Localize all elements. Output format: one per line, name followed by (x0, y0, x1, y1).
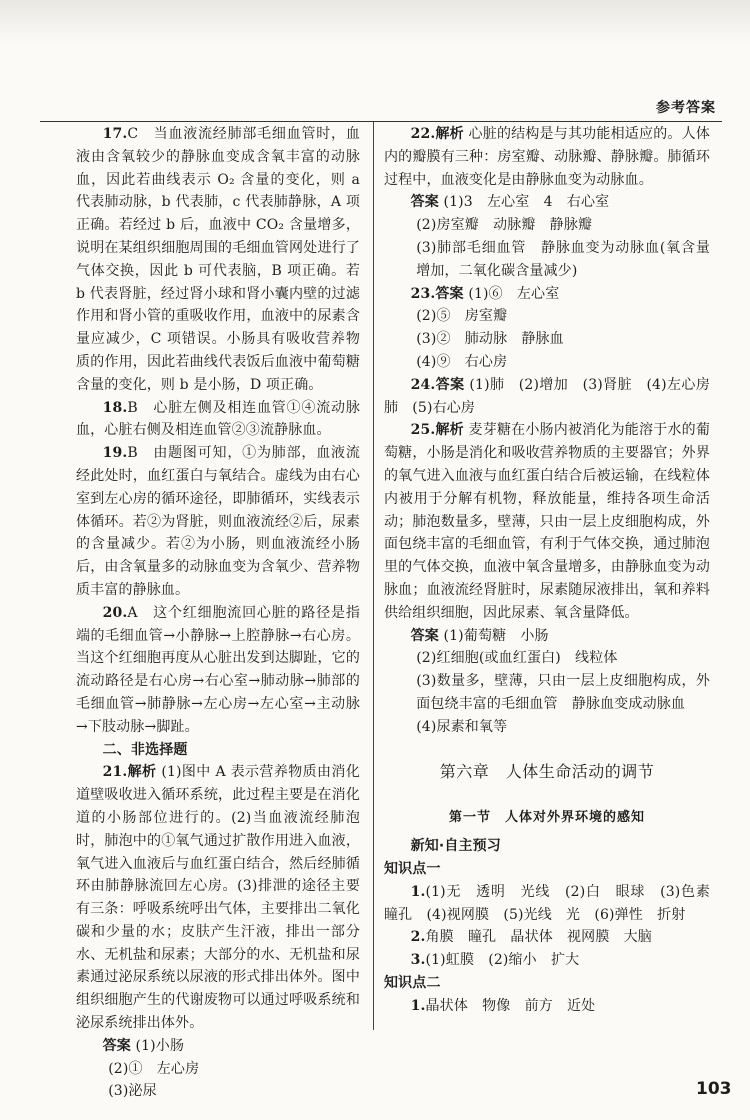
item-text: (1)肺 (2)增加 (3)肾脏 (4)左心房 肺 (5)右心房 (384, 376, 725, 416)
knowledge-point-heading (384, 858, 710, 881)
subline-text: (3)肺部毛细血管 静脉血变为动脉血(氧含量增加，二氧化碳含量减少) (416, 239, 710, 279)
answer-subline (384, 214, 710, 237)
item-number: 25. (410, 422, 436, 439)
answer-item (76, 123, 360, 397)
answer-subline (76, 1080, 360, 1103)
answer-item (76, 602, 360, 739)
answer-item (76, 442, 360, 602)
item-number: 23. (410, 285, 436, 302)
answer-item (384, 283, 710, 306)
answer-subline (76, 1058, 360, 1081)
answer-subline (384, 305, 710, 328)
item-number: 22. (410, 126, 436, 142)
page-header-title: 参考答案 (656, 100, 716, 116)
item-number: 2. (410, 929, 426, 946)
item-label: 答案 (435, 376, 465, 393)
item-number: 1. (410, 883, 426, 900)
item-text: 晶状体 物像 前方 近处 (425, 997, 596, 1014)
scan-top-shadow (0, 0, 750, 44)
chapter-title (384, 761, 710, 784)
column-divider (373, 122, 374, 1030)
item-number: 17. (102, 126, 128, 142)
right-column (384, 123, 725, 1017)
section-heading-text: 新知·自主预习 (410, 838, 501, 855)
subline-text: (3)数量多，壁薄，只由一层上皮细胞构成，外面包绕丰富的毛细血管 静脉血变成动脉血 (416, 673, 710, 712)
answer-item (76, 761, 360, 1035)
answer-subline (384, 670, 710, 716)
knowledge-point-heading (384, 972, 710, 995)
answer-label: 答案 (102, 1037, 131, 1054)
answer-text: (1)小肠 (135, 1037, 185, 1054)
answer-subline (384, 237, 710, 283)
header-rule (40, 121, 722, 122)
answer-subline (384, 716, 710, 739)
item-number: 24. (410, 376, 436, 393)
subline-text: (2)① 左心房 (108, 1060, 200, 1077)
item-text: (1)虹膜 (2)缩小 扩大 (425, 952, 580, 969)
section-heading (384, 835, 710, 858)
answer-label: 答案 (410, 627, 439, 644)
item-number: 18. (102, 399, 128, 416)
answer-text: (1)3 左心室 4 右心室 (443, 194, 610, 211)
page-number: 103 (696, 1079, 732, 1099)
item-number: 21. (102, 764, 128, 781)
left-column (76, 123, 360, 1103)
subline-text: (2)红细胞(或血红蛋白) 线粒体 (416, 650, 618, 667)
item-label: 解析 (127, 764, 157, 781)
answer-line (384, 625, 710, 648)
knowledge-point-text: 知识点二 (384, 974, 441, 991)
subline-text: (4)尿素和氧等 (416, 718, 508, 735)
item-text: 麦芽糖在小肠内被消化为能溶于水的葡萄糖，小肠是消化和吸收营养物质的主要器官；外界的氧气进入血液与血红蛋白结合后被运输，在线粒体内被用于分解有机物，释放能量，维持各项生命活动；肺泡数量多，壁薄，只由一层上皮细胞构成，外面包绕丰富的毛细血管，有利于气体交换，通过肺泡里的气体交换，血液中氧含量增多，由静脉血变为动脉血；血液流经肾脏时，尿素随尿液排出，氧和养料供给组织细胞，因此尿素、氧含量降低。 (384, 422, 710, 621)
answer-text: (1)葡萄糖 小肠 (443, 627, 549, 644)
answer-item (384, 419, 710, 624)
section-heading-text: 二、非选择题 (102, 741, 188, 758)
item-number: 19. (102, 445, 128, 462)
answer-item (76, 397, 360, 443)
subline-text: (2)房室瓣 动脉瓣 静脉瓣 (416, 217, 593, 234)
lesson-title (384, 807, 710, 830)
chapter-title-text: 第六章 人体生命活动的调节 (439, 761, 655, 781)
item-label: 解析 (435, 422, 464, 439)
subline-text: (4)⑨ 右心房 (416, 353, 508, 370)
lesson-title-text: 第一节 人体对外界环境的感知 (448, 810, 645, 826)
item-text: C 当血液流经肺部毛细血管时，血液由含氧较少的静脉血变成含氧丰富的动脉血，因此若曲线表示 O₂ 含量的变化，则 a 代表肺动脉，b 代表肺，c 代表肺静脉，A 项正确。若经过 b 后，血液中 CO₂ 含量增多，说明在某组织细胞周围的毛细血管网处进行了气体交换，因此 b 可代表脑，B 项正确。若 b 代表肾脏，经过肾小球和肾小囊内壁的过滤作用和肾小管的重吸收作用，血液中的尿素含量应减少，C 项错误。小肠具有吸收营养物质的作用，因此若曲线代表饭后血液中葡萄糖含量的变化，则 b 是小肠，D 项正确。 (76, 126, 360, 393)
item-text: 心脏的结构是与其功能相适应的。人体内的瓣膜有三种：房室瓣、动脉瓣、静脉瓣。肺循环过程中，血液变化是由静脉血变为动脉血。 (384, 126, 710, 188)
knowledge-point-text: 知识点一 (384, 860, 441, 877)
answer-item (384, 995, 710, 1018)
answer-line (384, 191, 710, 214)
answer-label: 答案 (410, 194, 439, 211)
item-text: B 心脏左侧及相连血管①④流动脉血，心脏右侧及相连血管②③流静脉血。 (76, 399, 360, 439)
answer-subline (384, 328, 710, 351)
item-text: (1)图中 A 表示营养物质由消化道壁吸收进入循环系统，此过程主要是在消化道的小肠部位进行的。(2)当血液流经肺泡时，肺泡中的①氧气通过扩散作用进入血液，氧气进入血液后与血红蛋白结合，然后经肺循环由肺静脉流回左心房。(3)排泄的途径主要有三条：呼吸系统呼出气体，主要排出二氧化碳和少量的水；皮肤产生汗液，排出一部分水、无机盐和尿素；大部分的水、无机盐和尿素通过泌尿系统以尿液的形式排出体外。图中组织细胞产生的代谢废物可以通过呼吸系统和泌尿系统排出体外。 (76, 764, 360, 1032)
item-text: (1)无 透明 光线 (2)白 眼球 (3)色素 瞳孔 (4)视网膜 (5)光线 光 (6)弹性 折射 (384, 883, 725, 923)
answer-line (76, 1035, 360, 1058)
section-heading (76, 739, 360, 762)
item-label: 答案 (435, 285, 464, 302)
subline-text: (3)② 肺动脉 静脉血 (416, 331, 564, 348)
answer-item (384, 374, 725, 420)
item-text: 角膜 瞳孔 晶状体 视网膜 大脑 (425, 929, 652, 946)
item-number: 20. (102, 604, 128, 621)
item-number: 3. (410, 952, 426, 969)
subline-text: (2)⑤ 房室瓣 (416, 308, 508, 325)
item-text: A 这个红细胞流回心脏的路径是指端的毛细血管→小静脉→上腔静脉→右心房。当这个红细胞再度从心脏出发到达脚趾，它的流动路径是右心房→右心室→肺动脉→肺部的毛细血管→肺静脉→左心房→左心室→主动脉→下肢动脉→脚趾。 (76, 604, 360, 735)
answer-item (384, 881, 725, 927)
subline-text: (3)泌尿 (108, 1083, 157, 1100)
answer-subline (384, 647, 710, 670)
item-label: 解析 (435, 126, 464, 142)
answer-item (384, 926, 710, 949)
answer-item (384, 949, 710, 972)
answer-item (384, 123, 710, 191)
item-text: (1)⑥ 左心室 (468, 285, 560, 302)
item-text: B 由题图可知，①为肺部，血液流经此处时，血红蛋白与氧结合。虚线为由右心室到左心房的循环途径，即肺循环，实线表示体循环。若②为肾脏，则血液流经②后，尿素的含量减少。若②为小肠，则血液流经小肠后，由含氧量多的动脉血变为含氧少、营养物质丰富的静脉血。 (76, 445, 360, 598)
item-number: 1. (410, 997, 426, 1014)
answer-subline (384, 351, 710, 374)
